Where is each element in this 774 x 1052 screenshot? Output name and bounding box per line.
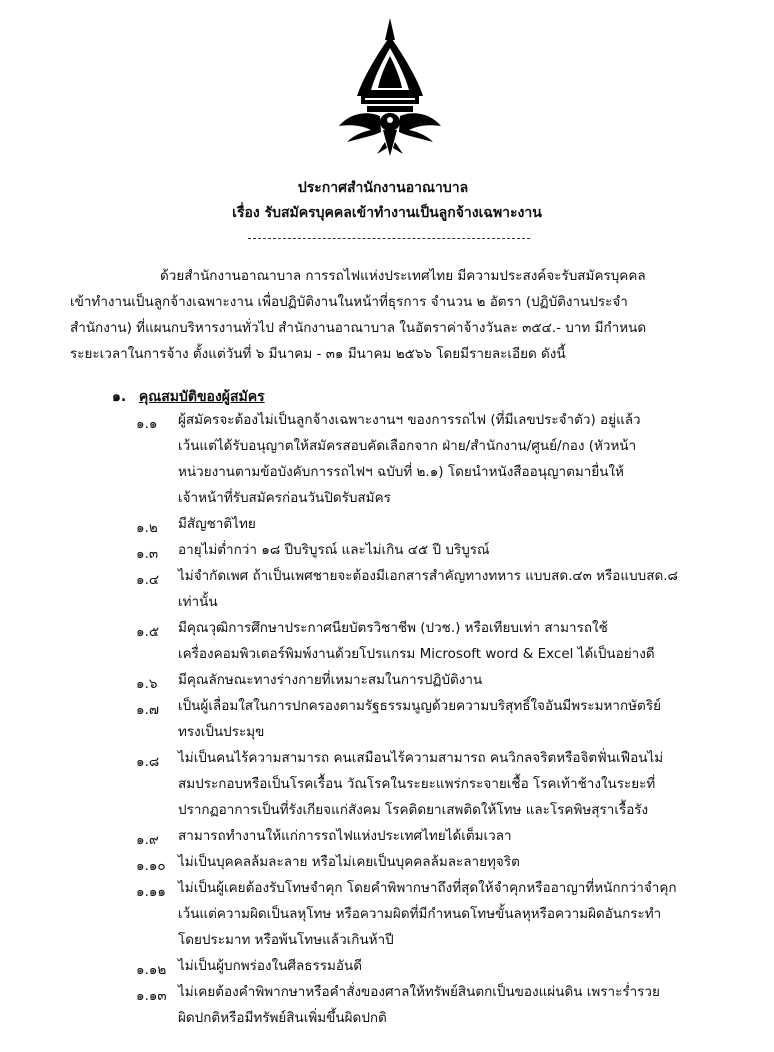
- item-text: เครื่องคอมพิวเตอร์พิมพ์งานด้วยโปรแกรม Microsoft word & Excel ได้เป็นอย่างดี: [178, 646, 655, 662]
- intro-line: ระยะเวลาในการจ้าง ตั้งแต่วันที่ ๖ มีนาคม - ๓๑ มีนาคม ๒๕๖๖ โดยมีรายละเอียด ดังนี้: [70, 346, 566, 362]
- item-text: โดยประมาท หรือพ้นโทษแล้วเกินห้าปี: [178, 932, 394, 948]
- item-text: มีสัญชาติไทย: [178, 516, 256, 532]
- intro-line: ด้วยสำนักงานอาณาบาล การรถไฟแห่งประเทศไทย มีความประสงค์จะรับสมัครบุคคล: [160, 268, 646, 284]
- item-text: ไม่เคยต้องคำพิพากษาหรือคำสั่งของศาลให้ทรัพย์สินตกเป็นของแผ่นดิน เพราะร่ำรวย: [178, 984, 660, 1000]
- item-number: ๑.๘: [136, 754, 160, 770]
- item-number: ๑.๑: [136, 416, 158, 432]
- item-number: ๑.๖: [136, 676, 158, 692]
- item-text: หน่วยงานตามข้อบังคับการรถไฟฯ ฉบับที่ ๒.๑) โดยนำหนังสืออนุญาตมายื่นให้: [178, 464, 624, 480]
- item-text: เป็นผู้เลื่อมใสในการปกครองตามรัฐธรรมนูญด้วยความบริสุทธิ์ใจอันมีพระมหากษัตริย์: [178, 698, 661, 714]
- item-number: ๑.๔: [136, 572, 160, 588]
- item-number: ๑.๑๑: [136, 884, 166, 900]
- announcement-title: ประกาศสำนักงานอาณาบาล: [297, 180, 469, 196]
- item-number: ๑.๙: [136, 832, 159, 848]
- intro-line: สำนักงาน) ที่แผนกบริหารงานทั่วไป สำนักงานอาณาบาล ในอัตราค่าจ้างวันละ ๓๕๔.- บาท มีกำหนด: [70, 320, 647, 336]
- royal-garuda-emblem: [335, 18, 445, 158]
- item-number: ๑.๓: [136, 546, 159, 562]
- item-text: ไม่จำกัดเพศ ถ้าเป็นเพศชายจะต้องมีเอกสารสำคัญทางทหาร แบบสด.๔๓ หรือแบบสด.๘: [178, 568, 678, 584]
- item-text: ไม่เป็นผู้เคยต้องรับโทษจำคุก โดยคำพิพากษาถึงที่สุดให้จำคุกหรืออาญาที่หนักกว่าจำคุก: [178, 880, 677, 896]
- item-text: สามารถทำงานให้แก่การรถไฟแห่งประเทศไทยได้เต็มเวลา: [178, 828, 512, 844]
- item-text: เจ้าหน้าที่รับสมัครก่อนวันปิดรับสมัคร: [178, 490, 391, 506]
- item-text: อายุไม่ต่ำกว่า ๑๘ ปีบริบูรณ์ และไม่เกิน ๔๕ ปี บริบูรณ์: [178, 542, 490, 558]
- item-text: เว้นแต่ความผิดเป็นลหุโทษ หรือความผิดที่มีกำหนดโทษขั้นลหุหรือความผิดอันกระทำ: [178, 906, 662, 922]
- item-text: ทรงเป็นประมุข: [178, 724, 265, 740]
- item-text: ปรากฏอาการเป็นที่รังเกียจแก่สังคม โรคติดยาเสพติดให้โทษ และโรคพิษสุราเรื้อรัง: [178, 802, 649, 818]
- item-text: ผู้สมัครจะต้องไม่เป็นลูกจ้างเฉพาะงานฯ ของการรถไฟ (ที่มีเลขประจำตัว) อยู่แล้ว: [178, 412, 641, 428]
- item-text: มีคุณลักษณะทางร่างกายที่เหมาะสมในการปฏิบัติงาน: [178, 672, 483, 688]
- item-number: ๑.๑๒: [136, 962, 167, 978]
- item-text: มีคุณวุฒิการศึกษาประกาศนียบัตรวิชาชีพ (ปวช.) หรือเทียบเท่า สามารถใช้: [178, 620, 608, 636]
- section-number: ๑.: [112, 389, 127, 405]
- announcement-subject: เรื่อง รับสมัครบุคคลเข้าทำงานเป็นลูกจ้างเฉพาะงาน: [232, 205, 542, 221]
- section-heading: [112, 386, 265, 408]
- item-text: เท่านั้น: [178, 594, 218, 610]
- item-text: ไม่เป็นบุคคลล้มละลาย หรือไม่เคยเป็นบุคคลล้มละลายทุจริต: [178, 854, 520, 870]
- item-text: เว้นแต่ได้รับอนุญาตให้สมัครสอบคัดเลือกจาก ฝ่าย/สำนักงาน/ศูนย์/กอง (หัวหน้า: [178, 438, 637, 454]
- intro-line: เข้าทำงานเป็นลูกจ้างเฉพาะงาน เพื่อปฏิบัติงานในหน้าที่ธุรการ จำนวน ๒ อัตรา (ปฏิบัติงานประจำ: [70, 294, 628, 310]
- item-number: ๑.๒: [136, 520, 158, 536]
- item-number: ๑.๕: [136, 624, 160, 640]
- item-number: ๑.๑๐: [136, 858, 166, 874]
- item-text: ไม่เป็นผู้บกพร่องในศีลธรรมอันดี: [178, 958, 363, 974]
- item-number: ๑.๑๓: [136, 988, 167, 1004]
- item-number: ๑.๗: [136, 702, 160, 718]
- item-text: ผิดปกติหรือมีทรัพย์สินเพิ่มขึ้นผิดปกติ: [178, 1010, 387, 1026]
- section-title: คุณสมบัติของผู้สมัคร: [138, 389, 265, 405]
- item-text: ไม่เป็นคนไร้ความสามารถ คนเสมือนไร้ความสามารถ คนวิกลจริตหรือจิตฟั่นเฟือนไม่: [178, 750, 664, 766]
- item-text: สมประกอบหรือเป็นโรคเรื้อน วัณโรคในระยะแพร่กระจายเชื้อ โรคเท้าช้างในระยะที่: [178, 776, 656, 792]
- title-divider: [248, 238, 530, 239]
